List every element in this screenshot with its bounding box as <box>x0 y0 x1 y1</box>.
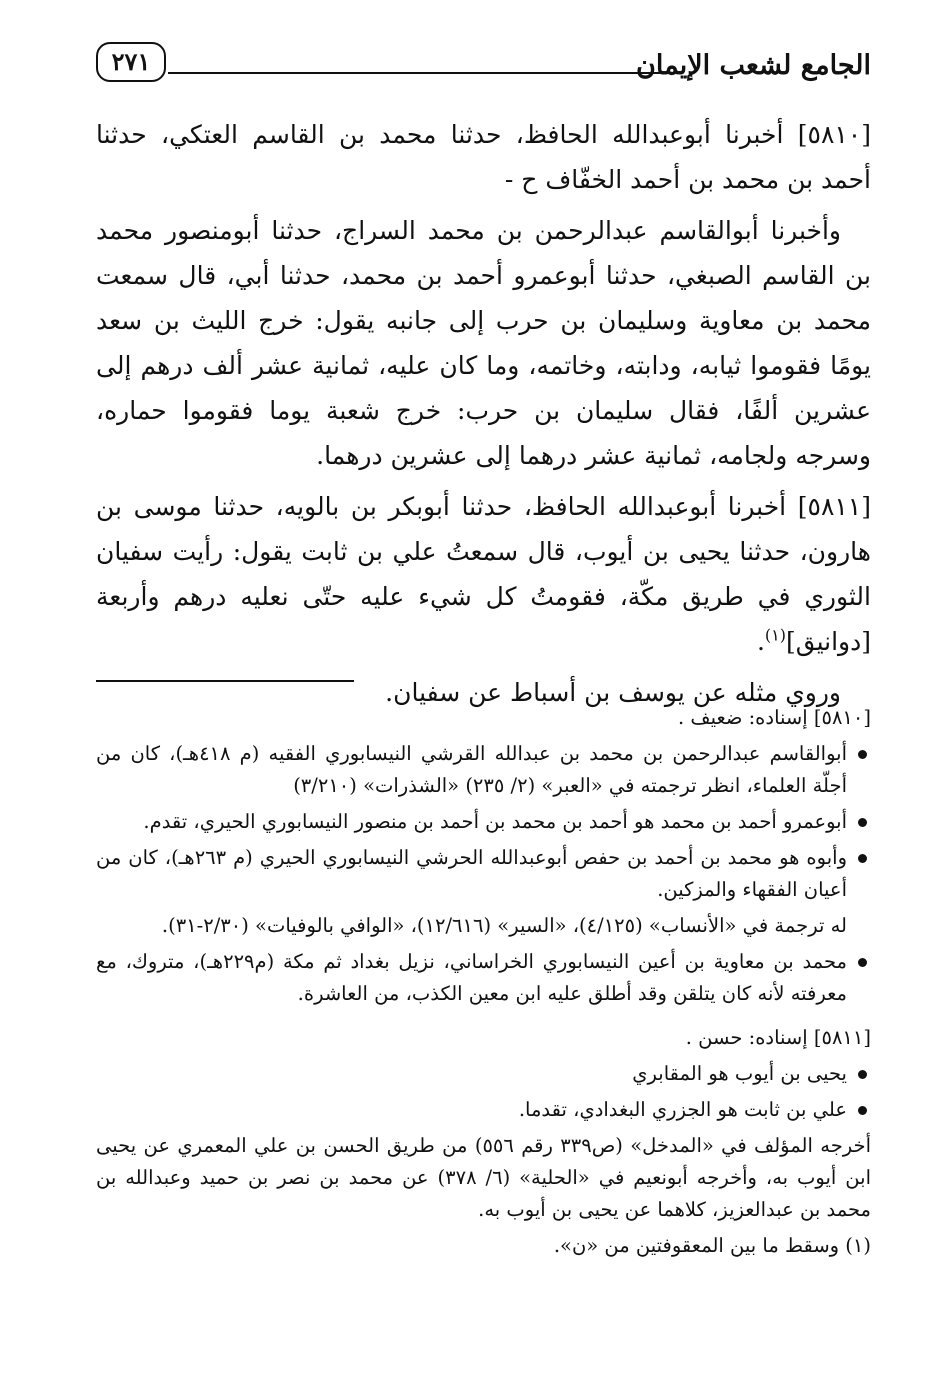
note-5810-heading: [٥٨١٠] إسناده: ضعيف . <box>677 706 871 729</box>
bullet-icon <box>858 958 867 967</box>
footnote-separator <box>96 680 354 682</box>
hadith-5810-second-chain: وأخبرنا أبوالقاسم عبدالرحمن بن محمد السراج، حدثنا أبومنصور محمد بن القاسم الصبغي، حدثنا أبوعمرو أحمد بن محمد، حدثنا أبي، قال سمعت محمد بن معاوية وسليمان بن حرب إلى جانبه يقول: خرج الليث بن سعد يومًا فقوموا ثيابه، ودابته، وخاتمه، وما كان عليه، ثمانية عشر ألف درهم إلى عشرين ألفًا، فقال سليمان بن حرب: خرج شعبة يوما فقوموا حماره، وسرجه ولجامه، ثمانية عشر درهما إلى عشرين درهما. <box>96 216 871 470</box>
bullet-icon <box>858 1106 867 1115</box>
note-5811-heading: [٥٨١١] إسناده: حسن . <box>685 1026 871 1049</box>
page-header <box>96 38 871 90</box>
note-text: يحيى بن أيوب هو المقابري <box>632 1062 847 1085</box>
main-text <box>96 112 871 721</box>
hadith-5811-narration: وروي مثله عن يوسف بن أسباط عن سفيان. <box>385 678 841 707</box>
note-5810-item-4 <box>96 946 871 1010</box>
bullet-icon <box>858 750 867 759</box>
note-text: محمد بن معاوية بن أعين النيسابوري الخراساني، نزيل بغداد ثم مكة (م٢٢٩هـ)، متروك، مع معرفته لأنه كان يتلقن وقد أطلق عليه ابن معين الكذب، من العاشرة. <box>96 950 847 1005</box>
note-text: أبوالقاسم عبدالرحمن بن محمد بن عبدالله القرشي النيسابوري الفقيه (م ٤١٨هـ)، كان من أجلّة العلماء، انظر ترجمته في «العبر» (٢/ ٢٣٥) «الشذرات» (٣/٢١٠) <box>96 742 847 797</box>
hadith-5811-end: . <box>756 627 765 656</box>
note-5810-references: له ترجمة في «الأنساب» (٤/١٢٥)، «السير» (١٢/٦١٦)، «الوافي بالوفيات» (٢/٣٠-٣١). <box>161 914 847 937</box>
hadith-5810: [٥٨١٠] أخبرنا أبوعبدالله الحافظ، حدثنا محمد بن القاسم العتكي، حدثنا أحمد بن محمد بن أحمد الخفّاف ح - <box>96 120 871 194</box>
bullet-icon <box>858 818 867 827</box>
note-text: أبوعمرو أحمد بن محمد هو أحمد بن محمد بن أحمد بن منصور النيسابوري الحيري، تقدم. <box>143 810 847 833</box>
footnote-1: (١) وسقط ما بين المعقوفتين من «ن». <box>553 1234 871 1257</box>
note-5811-item-2 <box>96 1094 871 1126</box>
note-text: علي بن ثابت هو الجزري البغدادي، تقدما. <box>518 1098 847 1121</box>
note-5811-item-1 <box>96 1058 871 1090</box>
commentary-notes <box>96 702 871 1266</box>
bullet-icon <box>858 854 867 863</box>
page-number: ٢٧١ <box>96 42 166 82</box>
running-title: الجامع لشعب الإيمان <box>636 50 871 81</box>
note-5811-takhrij: أخرجه المؤلف في «المدخل» (ص٣٣٩ رقم ٥٥٦) من طريق الحسن بن علي المعمري عن يحيى ابن أيوب به، وأخرجه أبونعيم في «الحلية» (٦/ ٣٧٨) عن محمد بن نصر بن حميد وعبدالله بن محمد بن عبدالعزيز، كلاهما عن يحيى بن أيوب به. <box>96 1134 871 1221</box>
bullet-icon <box>858 1070 867 1079</box>
hadith-5811-text: [٥٨١١] أخبرنا أبوعبدالله الحافظ، حدثنا أبوبكر بن بالويه، حدثنا موسى بن هارون، حدثنا يحيى بن أيوب، قال سمعتُ علي بن ثابت يقول: رأيت سفيان الثوري في طريق مكّة، فقومتُ كل شيء عليه حتّى نعليه درهم وأربعة [دوانيق] <box>96 492 871 656</box>
note-5810-item-2 <box>96 806 871 838</box>
header-rule <box>168 72 673 74</box>
note-5810-item-3 <box>96 842 871 906</box>
note-text: وأبوه هو محمد بن أحمد بن حفص أبوعبدالله الحرشي النيسابوري الحيري (م ٢٦٣هـ)، كان من أعيان الفقهاء والمزكين. <box>96 846 847 901</box>
hadith-5811 <box>96 484 871 664</box>
note-5810-item-1 <box>96 738 871 802</box>
footnote-reference[interactable]: (١) <box>764 625 786 645</box>
